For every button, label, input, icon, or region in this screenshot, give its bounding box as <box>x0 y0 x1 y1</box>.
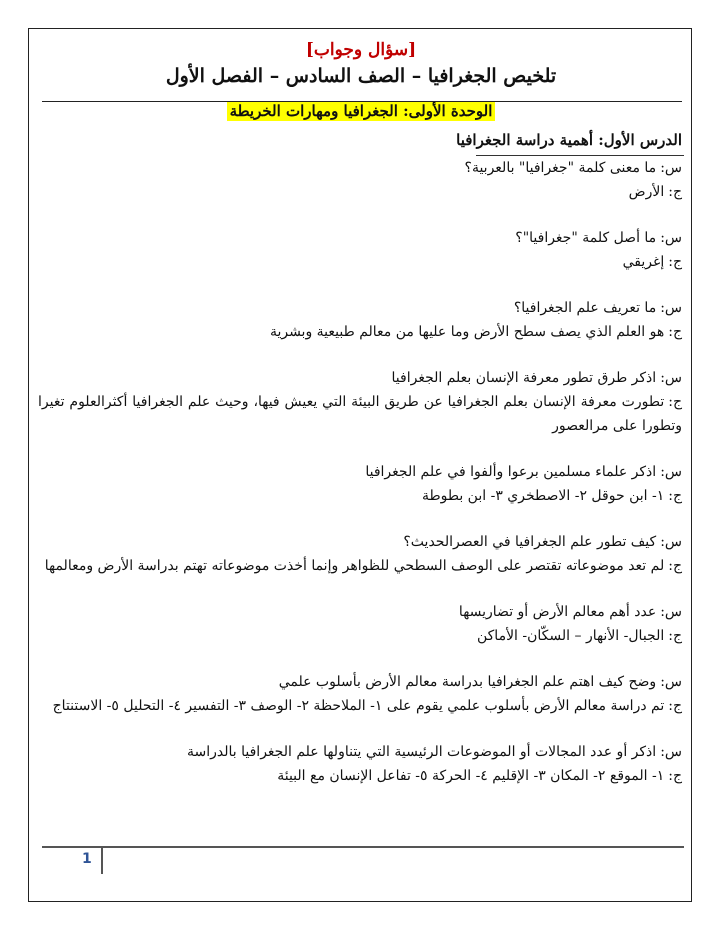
answer: ج:١- الموقع ٢- المكان ٣- الإقليم ٤- الحركة ٥- تفاعل الإنسان مع البيئة <box>277 768 682 784</box>
qa-item <box>38 296 684 344</box>
title-divider <box>42 101 682 102</box>
unit-heading: الوحدة الأولى: الجغرافيا ومهارات الخريطة <box>227 101 496 121</box>
question: س:اذكر طرق تطور معرفة الإنسان بعلم الجغرافيا <box>391 370 682 386</box>
question: س:كيف تطور علم الجغرافيا في العصرالحديث؟ <box>403 534 682 550</box>
unit-heading-row <box>38 100 684 124</box>
answer: ج:تطورت معرفة الإنسان بعلم الجغرافيا عن طريق البيئة التي يعيش فيها، وحيث علم الجغرافيا أكثرالعلوم تغيرا وتطورا على مرالعصور <box>38 394 682 434</box>
qa-item <box>38 460 684 508</box>
lesson-heading: الدرس الأول: أهمية دراسة الجغرافيا <box>456 131 682 149</box>
answer: ج:الجبال- الأنهار – السكّان- الأماكن <box>476 628 682 644</box>
lesson-underline <box>476 155 684 156</box>
qa-item <box>38 226 684 274</box>
footer-divider <box>42 846 684 848</box>
question: س:اذكر أو عدد المجالات أو الموضوعات الرئيسية التي يتناولها علم الجغرافيا بالدراسة <box>187 744 682 760</box>
footer-separator <box>101 848 103 874</box>
qa-list <box>38 156 684 788</box>
qa-item <box>38 740 684 788</box>
answer: ج:إغريقي <box>622 254 682 270</box>
qa-badge: [سؤال وجواب] <box>305 40 417 60</box>
answer: ج:لم تعد موضوعاته تقتصر على الوصف السطحي للظواهر وإنما أخذت موضوعاته تهتم بدراسة الأرض ومعالمها <box>44 558 682 574</box>
question: س:اذكر علماء مسلمين برعوا وألفوا في علم الجغرافيا <box>365 464 682 480</box>
page-content <box>38 38 684 788</box>
question: س:ما معنى كلمة "جغرافيا" بالعربية؟ <box>464 160 682 176</box>
answer: ج:تم دراسة معالم الأرض بأسلوب علمي يقوم على ١- الملاحظة ٢- الوصف ٣- التفسير ٤- التحليل ٥- الاستنتاج <box>52 698 682 714</box>
qa-item <box>38 670 684 718</box>
qa-item <box>38 156 684 204</box>
question: س:ما أصل كلمة "جغرافيا"؟ <box>515 230 682 246</box>
question: س:وضح كيف اهتم علم الجغرافيا بدراسة معالم الأرض بأسلوب علمي <box>278 674 682 690</box>
question: س:عدد أهم معالم الأرض أو تضاريسها <box>458 604 682 620</box>
qa-item <box>38 600 684 648</box>
qa-item <box>38 366 684 438</box>
answer: ج:هو العلم الذي يصف سطح الأرض وما عليها من معالم طبيعية وبشرية <box>269 324 682 340</box>
answer: ج:١- ابن حوقل ٢- الاصطخري ٣- ابن بطوطة <box>421 488 682 504</box>
qa-item <box>38 530 684 578</box>
answer: ج:الأرض <box>628 184 682 200</box>
question: س:ما تعريف علم الجغرافيا؟ <box>513 300 682 316</box>
page-number: 1 <box>82 851 92 867</box>
document-title: تلخيص الجغرافيا – الصف السادس – الفصل الأول <box>165 65 557 87</box>
